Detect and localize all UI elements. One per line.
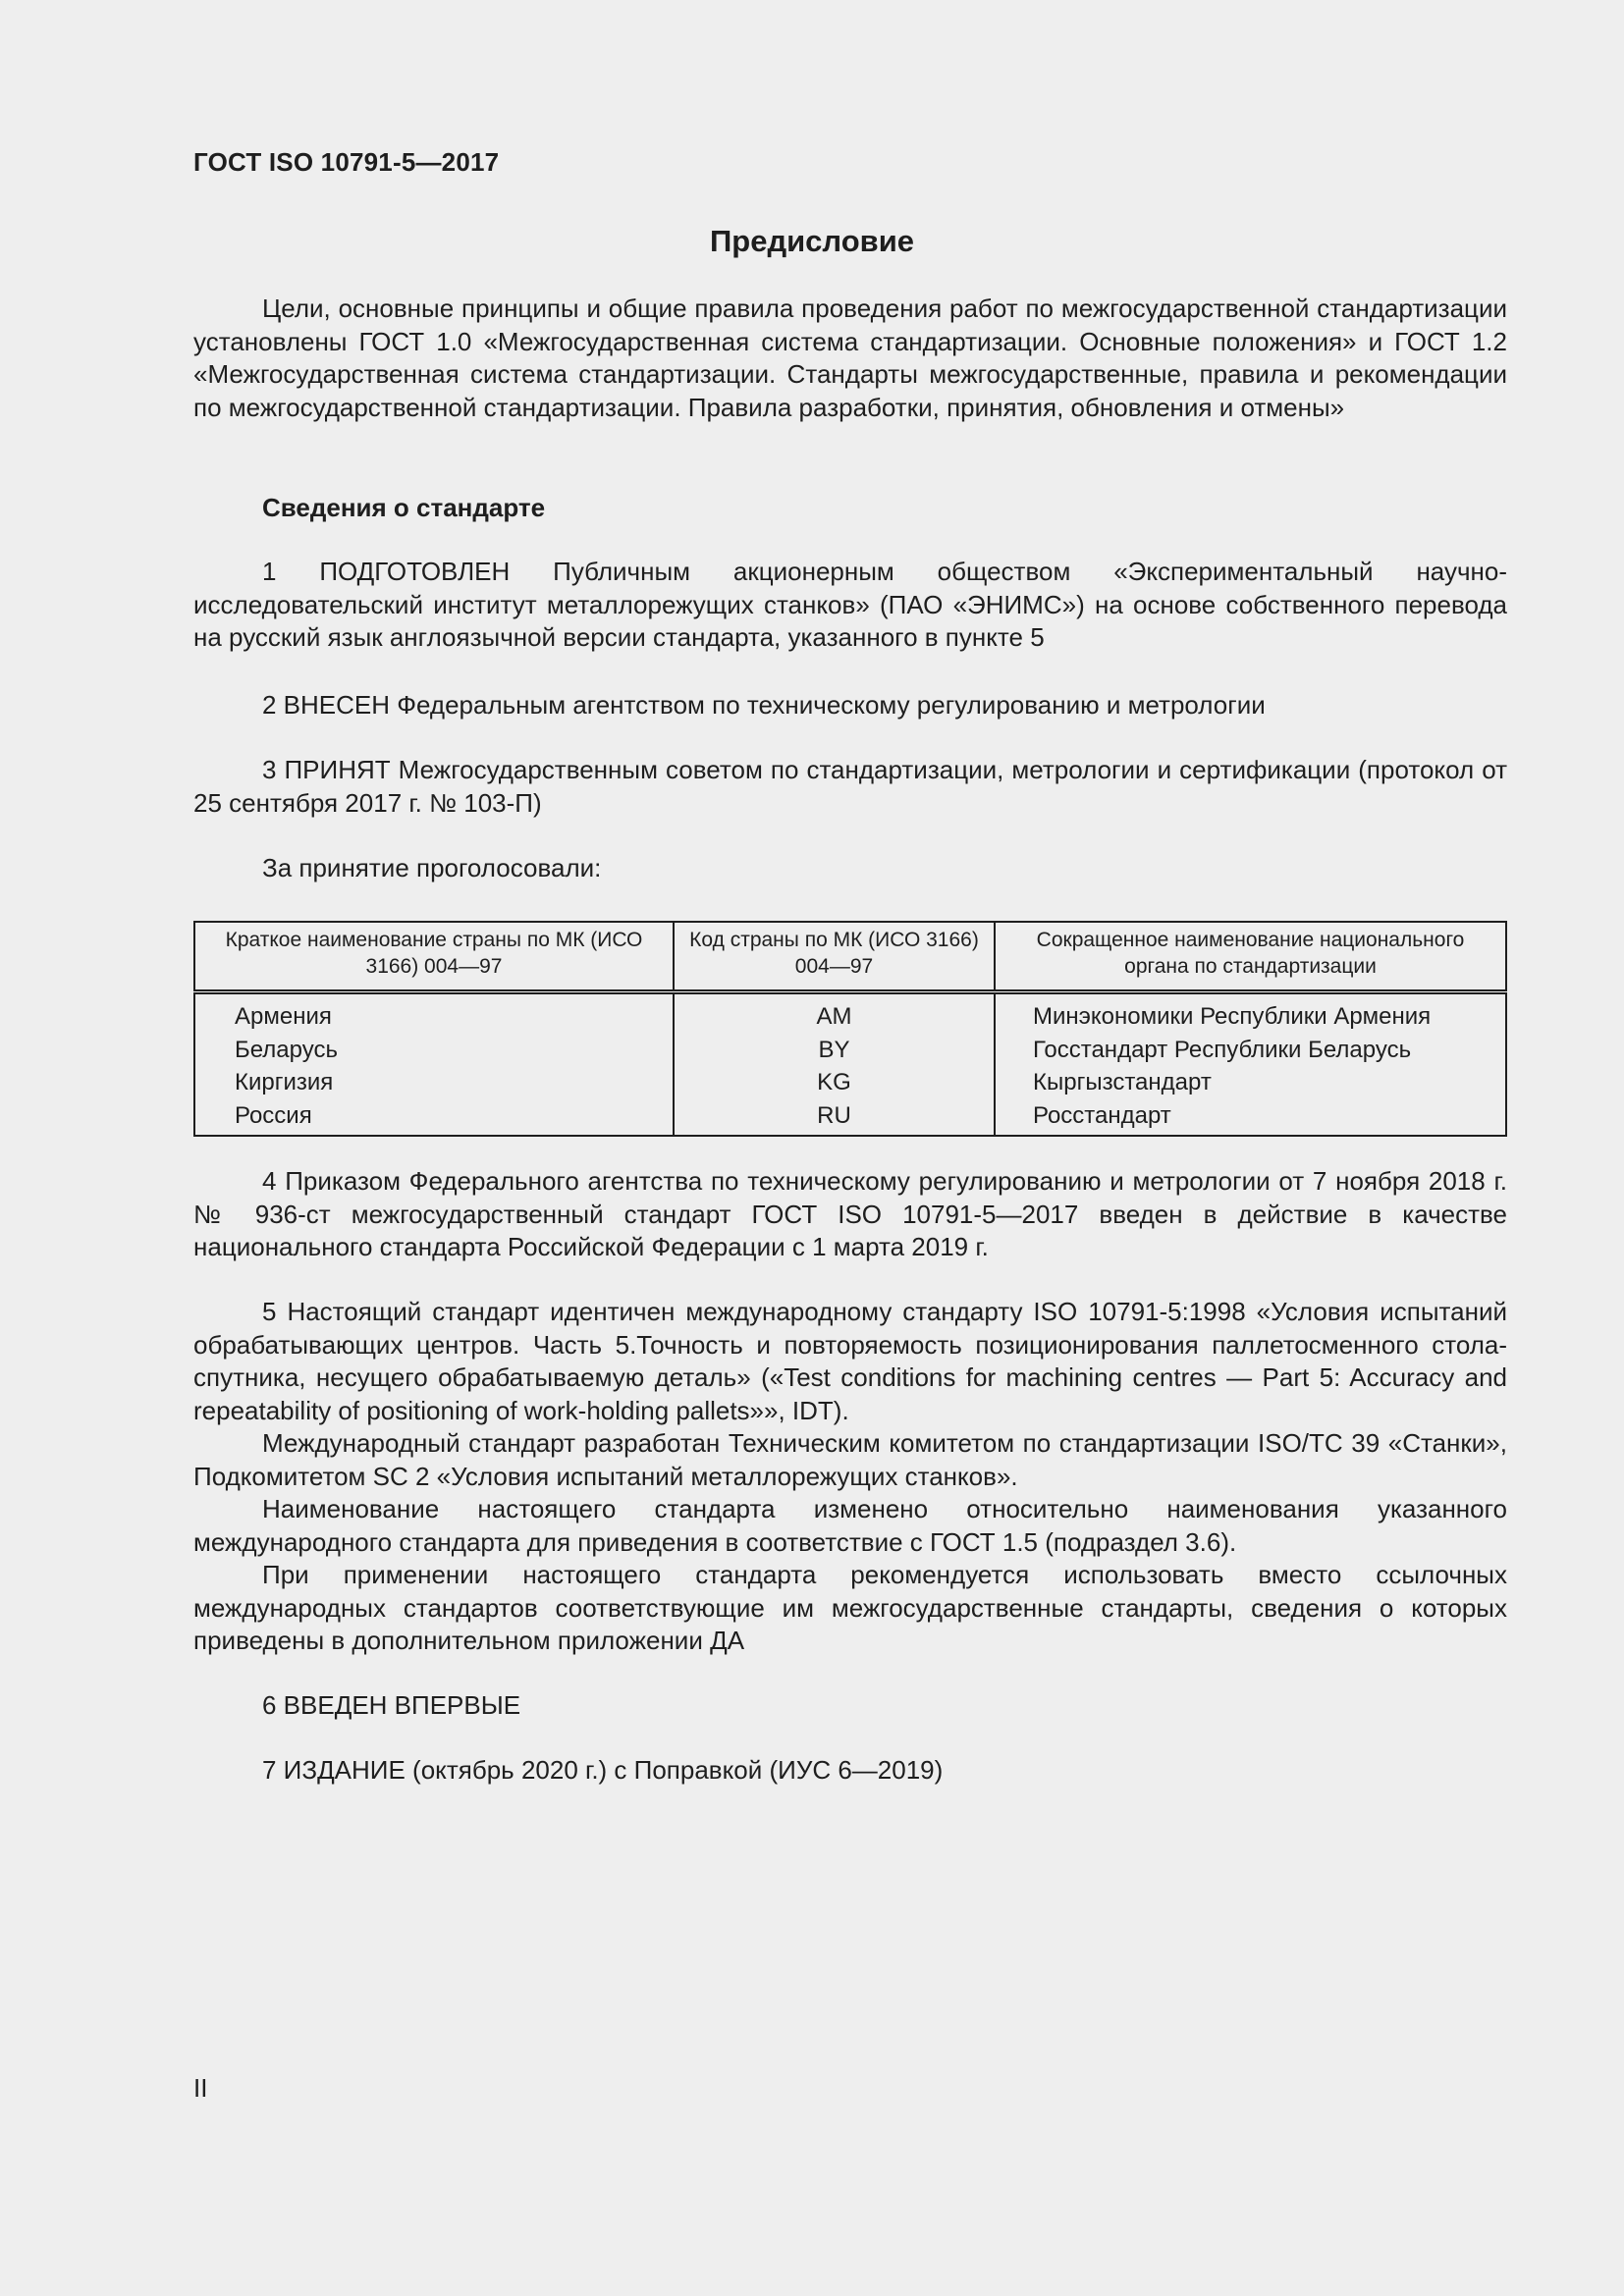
- item-4-block: [193, 1165, 1507, 1264]
- country-code: BY: [674, 1034, 995, 1067]
- item-3-block: [193, 754, 1507, 820]
- country-code: AM: [674, 992, 995, 1034]
- item-5-developer: Международный стандарт разработан Техническим комитетом по стандартизации ISO/TC 39 «Станки», Подкомитетом SC 2 «Условия испытаний металлорежущих станков».: [193, 1428, 1507, 1491]
- item-7: 7 ИЗДАНИЕ (октябрь 2020 г.) с Поправкой (ИУС 6—2019): [262, 1755, 944, 1785]
- voted-block: [193, 852, 1507, 885]
- voted-label: За принятие проголосовали:: [262, 853, 602, 882]
- header-national-body: Сокращенное наименование национального органа по стандартизации: [995, 922, 1506, 992]
- page-title: Предисловие: [709, 224, 914, 258]
- country-code: RU: [674, 1099, 995, 1137]
- item-3: 3 ПРИНЯТ Межгосударственным советом по стандартизации, метрологии и сертификации (протокол от 25 сентября 2017 г. № 103-П): [193, 755, 1507, 818]
- table-row: [194, 992, 1506, 1034]
- table-header-row: [194, 922, 1506, 992]
- item-5-block: [193, 1296, 1507, 1658]
- item-5-main: 5 Настоящий стандарт идентичен международному стандарту ISO 10791-5:1998 «Условия испытаний обрабатывающих центров. Часть 5.Точность и повторяемость позиционирования паллетосменного стола-спутника, несущего обрабатываемую деталь» («Test conditions for machining centres — Part 5: Accuracy and repeatability of positioning of work-holding pallets»», IDT).: [193, 1297, 1507, 1425]
- item-4: 4 Приказом Федерального агентства по техническому регулированию и метрологии от 7 ноября 2018 г. № 936-ст межгосударственный стандарт ГОСТ ISO 10791-5—2017 введен в действие в качестве национального стандарта Российской Федерации с 1 марта 2019 г.: [193, 1166, 1507, 1261]
- info-heading: Сведения о стандарте: [262, 493, 546, 522]
- item-2-block: [193, 689, 1507, 722]
- country-name: Беларусь: [194, 1034, 674, 1067]
- country-code: KG: [674, 1066, 995, 1099]
- intro-block: [193, 293, 1507, 424]
- header-country-code: Код страны по МК (ИСО 3166) 004—97: [674, 922, 995, 992]
- table-row: [194, 1034, 1506, 1067]
- info-heading-block: [193, 492, 1507, 525]
- intro-paragraph: Цели, основные принципы и общие правила проведения работ по межгосударственной стандартизации установлены ГОСТ 1.0 «Межгосударственная система стандартизации. Основные положения» и ГОСТ 1.2 «Межгосударственная система стандартизации. Стандарты межгосударственные, правила и рекомендации по межгосударственной стандартизации. Правила разработки, принятия, обновления и отмены»: [193, 294, 1507, 422]
- header-country-name: Краткое наименование страны по МК (ИСО 3166) 004—97: [194, 922, 674, 992]
- item-7-block: [193, 1754, 1507, 1788]
- table-row: [194, 1066, 1506, 1099]
- item-5-references: При применении настоящего стандарта рекомендуется использовать вместо ссылочных международных стандартов соответствующие им межгосударственные стандарты, сведения о которых приведены в дополнительном приложении ДА: [193, 1560, 1507, 1655]
- item-2: 2 ВНЕСЕН Федеральным агентством по техническому регулированию и метрологии: [262, 690, 1266, 720]
- country-name: Армения: [194, 992, 674, 1034]
- item-1-block: [193, 556, 1507, 655]
- table-row: [194, 1099, 1506, 1137]
- national-body: Росстандарт: [995, 1099, 1506, 1137]
- page-number: II: [193, 2073, 208, 2103]
- item-5-title-change: Наименование настоящего стандарта изменено относительно наименования указанного международного стандарта для приведения в соответствие с ГОСТ 1.5 (подраздел 3.6).: [193, 1494, 1507, 1557]
- country-name: Россия: [194, 1099, 674, 1137]
- national-body: Кыргызстандарт: [995, 1066, 1506, 1099]
- item-6-block: [193, 1689, 1507, 1723]
- item-6: 6 ВВЕДЕН ВПЕРВЫЕ: [262, 1690, 521, 1720]
- country-name: Киргизия: [194, 1066, 674, 1099]
- national-body: Госстандарт Республики Беларусь: [995, 1034, 1506, 1067]
- document-code: ГОСТ ISO 10791-5—2017: [193, 147, 500, 177]
- national-body: Минэкономики Республики Армения: [995, 992, 1506, 1034]
- item-1: 1 ПОДГОТОВЛЕН Публичным акционерным обществом «Экспериментальный научно-исследовательский институт металлорежущих станков» (ПАО «ЭНИМС») на основе собственного перевода на русский язык англоязычной версии стандарта, указанного в пункте 5: [193, 557, 1507, 652]
- voting-table: [193, 921, 1507, 1137]
